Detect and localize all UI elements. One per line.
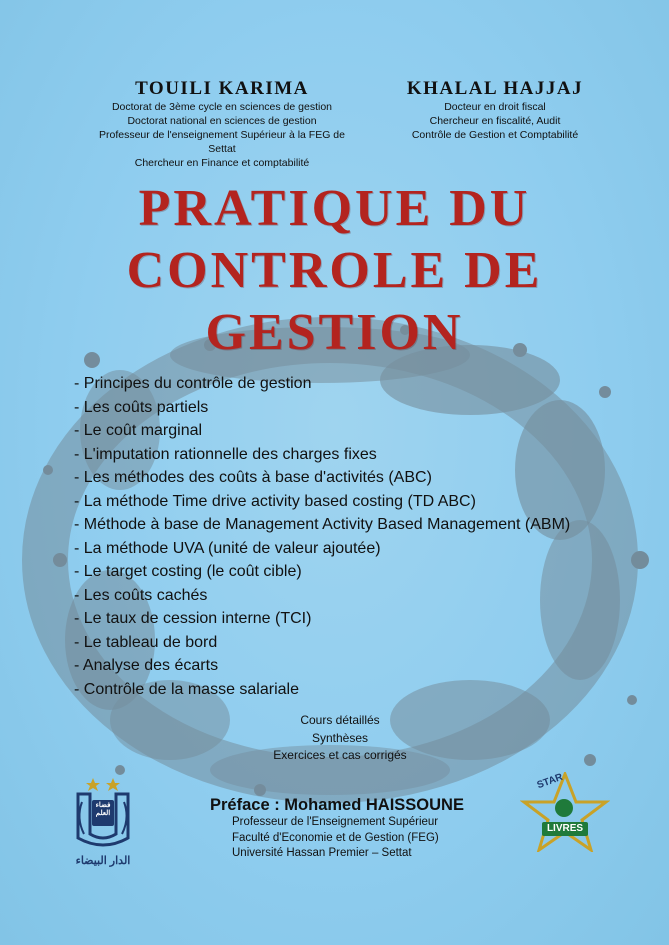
author-credential: Professeur de l'enseignement Supérieur à la FEG de Settat [99, 129, 345, 155]
topic-item: - Les méthodes des coûts à base d'activités (ABC) [74, 469, 432, 486]
topic-item: - Le coût marginal [74, 422, 203, 439]
topic-item: - Les coûts cachés [74, 586, 208, 604]
author-block-right [390, 78, 600, 142]
extra-item: Exercices et cas corrigés [273, 748, 407, 762]
publisher-logo-left [68, 772, 138, 868]
author-credential: Docteur en droit fiscal [444, 101, 546, 113]
preface-line: Professeur de l'Enseignement Supérieur [232, 816, 439, 828]
author-credential: Doctorat de 3ème cycle en sciences de gestion [111, 101, 333, 113]
topic-item: - Analyse des écarts [74, 657, 219, 674]
preface-block [210, 795, 510, 862]
title-line: PRATIQUE DU [138, 180, 531, 237]
author-name: KHALAL HAJJAJ [406, 78, 584, 99]
topic-item: - Le taux de cession interne (TCI) [74, 610, 312, 627]
topic-item: - L'imputation rationnelle des charges fixes [74, 445, 377, 463]
preface-heading: Préface : Mohamed HAISSOUNE [210, 796, 464, 814]
topic-item: - La méthode Time drive activity based costing (TD ABC) [74, 492, 476, 510]
title-line: CONTROLE DE [126, 242, 543, 299]
preface-line: Université Hassan Premier – Settat [232, 847, 412, 859]
publisher-logo-right [520, 772, 610, 876]
preface-line: Faculté d'Economie et de Gestion (FEG) [232, 831, 439, 844]
publisher-logo-top: STAR [535, 771, 565, 792]
extra-item: Synthèses [311, 730, 369, 745]
topic-item: - Contrôle de la masse salariale [74, 680, 299, 698]
author-name: TOUILI KARIMA [135, 78, 309, 99]
topic-item: - Principes du contrôle de gestion [74, 375, 312, 392]
extra-item: Cours détaillés [300, 713, 380, 727]
title-line: GESTION [205, 304, 464, 361]
book-title [0, 178, 669, 364]
author-credential: Chercheur en Finance et comptabilité [134, 157, 310, 169]
author-credential: Chercheur en fiscalité, Audit [429, 115, 561, 127]
topic-item: - La méthode UVA (unité de valeur ajoutée) [74, 539, 381, 557]
publisher-logo-text: فضاء العلم [95, 802, 111, 817]
publisher-logo-name: LIVRES [546, 823, 584, 834]
publisher-city: الدار البيضاء [75, 855, 131, 867]
topic-item: - Le tableau de bord [74, 633, 218, 651]
content-extras [200, 712, 480, 765]
topic-item: - Le target costing (le coût cible) [74, 563, 302, 580]
topic-item: - Méthode à base de Management Activity Based Management (ABM) [74, 516, 571, 533]
topics-list [74, 372, 634, 701]
topic-item: - Les coûts partiels [74, 398, 209, 416]
author-credential: Contrôle de Gestion et Comptabilité [411, 129, 579, 141]
author-credential: Doctorat national en sciences de gestion [127, 115, 317, 127]
author-block-left [92, 78, 352, 170]
